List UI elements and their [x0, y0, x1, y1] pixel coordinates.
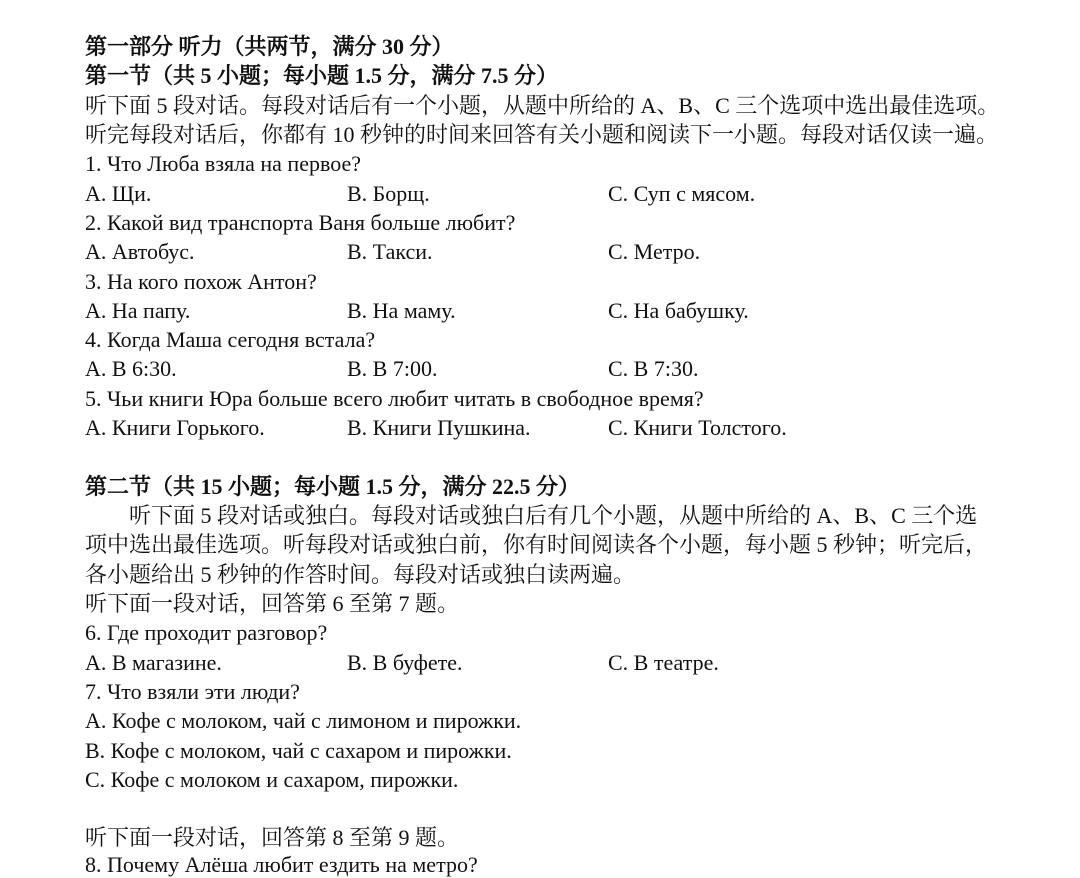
question-stem: 4. Когда Маша сегодня встала? [85, 327, 376, 353]
question-stem: 5. Чьи книги Юра больше всего любит читать в свободное время? [85, 385, 704, 411]
question-stem: 7. Что взяли эти люди? [85, 678, 300, 704]
question-options [85, 237, 1060, 266]
blank-line [85, 442, 1060, 471]
option-b: B. Книги Пушкина. [347, 415, 531, 441]
question-options [85, 413, 1060, 442]
option-a: A. Автобус. [85, 239, 195, 265]
section2-instruction: 听下面 5 段对话或独白。每段对话或独白后有几个小题，从题中所给的 A、B、C 三个选 [129, 503, 978, 528]
option-a: A. Щи. [85, 180, 152, 206]
part-title: 第一部分 听力（共两节，满分 30 分） [85, 34, 454, 59]
option-b: B. В буфете. [347, 649, 463, 675]
section1-heading: 第一节（共 5 小题；每小题 1.5 分，满分 7.5 分） [85, 63, 559, 89]
option-a: A. На папу. [85, 297, 191, 323]
question-stem: 6. Где проходит разговор? [85, 620, 328, 646]
option-b: B. Такси. [347, 239, 433, 265]
question-stem: 2. Какой вид транспорта Ваня больше любит? [85, 209, 516, 235]
option-b: B. Борщ. [347, 180, 430, 206]
option-c: C. Метро. [608, 239, 701, 265]
option-c: C. Кофе с молоком и сахаром, пирожки. [85, 766, 459, 792]
section2-instruction: 各小题给出 5 秒钟的作答时间。每段对话或独白读两遍。 [85, 561, 636, 587]
question-stem: 1. Что Люба взяла на первое? [85, 151, 361, 177]
option-a: A. Книги Горького. [85, 415, 265, 441]
option-c: C. На бабушку. [608, 297, 749, 323]
blank-line [85, 794, 1060, 823]
section2-instruction: 项中选出最佳选项。听每段对话或独白前，你有时间阅读各个小题，每小题 5 秒钟；听完后， [85, 532, 988, 558]
option-a: A. Кофе с молоком, чай с лимоном и пирожки. [85, 708, 522, 734]
question-options [85, 354, 1060, 383]
option-c: C. Суп с мясом. [608, 180, 756, 206]
option-b: B. В 7:00. [347, 356, 438, 382]
option-a: A. В магазине. [85, 649, 222, 675]
section2-heading: 第二节（共 15 小题；每小题 1.5 分，满分 22.5 分） [85, 473, 581, 499]
question-stem: 3. На кого похож Антон? [85, 268, 317, 294]
question-options [85, 648, 1060, 677]
option-b: B. На маму. [347, 297, 456, 323]
group-prompt: 听下面一段对话，回答第 8 至第 9 题。 [85, 825, 460, 851]
question-stem: 8. Почему Алёша любит ездить на метро? [85, 852, 478, 877]
option-c: C. Книги Толстого. [608, 415, 787, 441]
option-c: C. В 7:30. [608, 356, 699, 382]
group-prompt: 听下面一段对话，回答第 6 至第 7 题。 [85, 590, 460, 616]
option-c: C. В театре. [608, 649, 719, 675]
section1-instruction: 听完每段对话后，你都有 10 秒钟的时间来回答有关小题和阅读下一小题。每段对话仅读一遍。 [85, 121, 999, 147]
option-a: A. В 6:30. [85, 356, 177, 382]
option-b: B. Кофе с молоком, чай с сахаром и пирожки. [85, 737, 512, 763]
question-options [85, 179, 1060, 208]
section1-instruction: 听下面 5 段对话。每段对话后有一个小题，从题中所给的 A、B、C 三个选项中选出最佳选项。 [85, 92, 1000, 118]
document-body [85, 32, 1060, 877]
question-options [85, 296, 1060, 325]
